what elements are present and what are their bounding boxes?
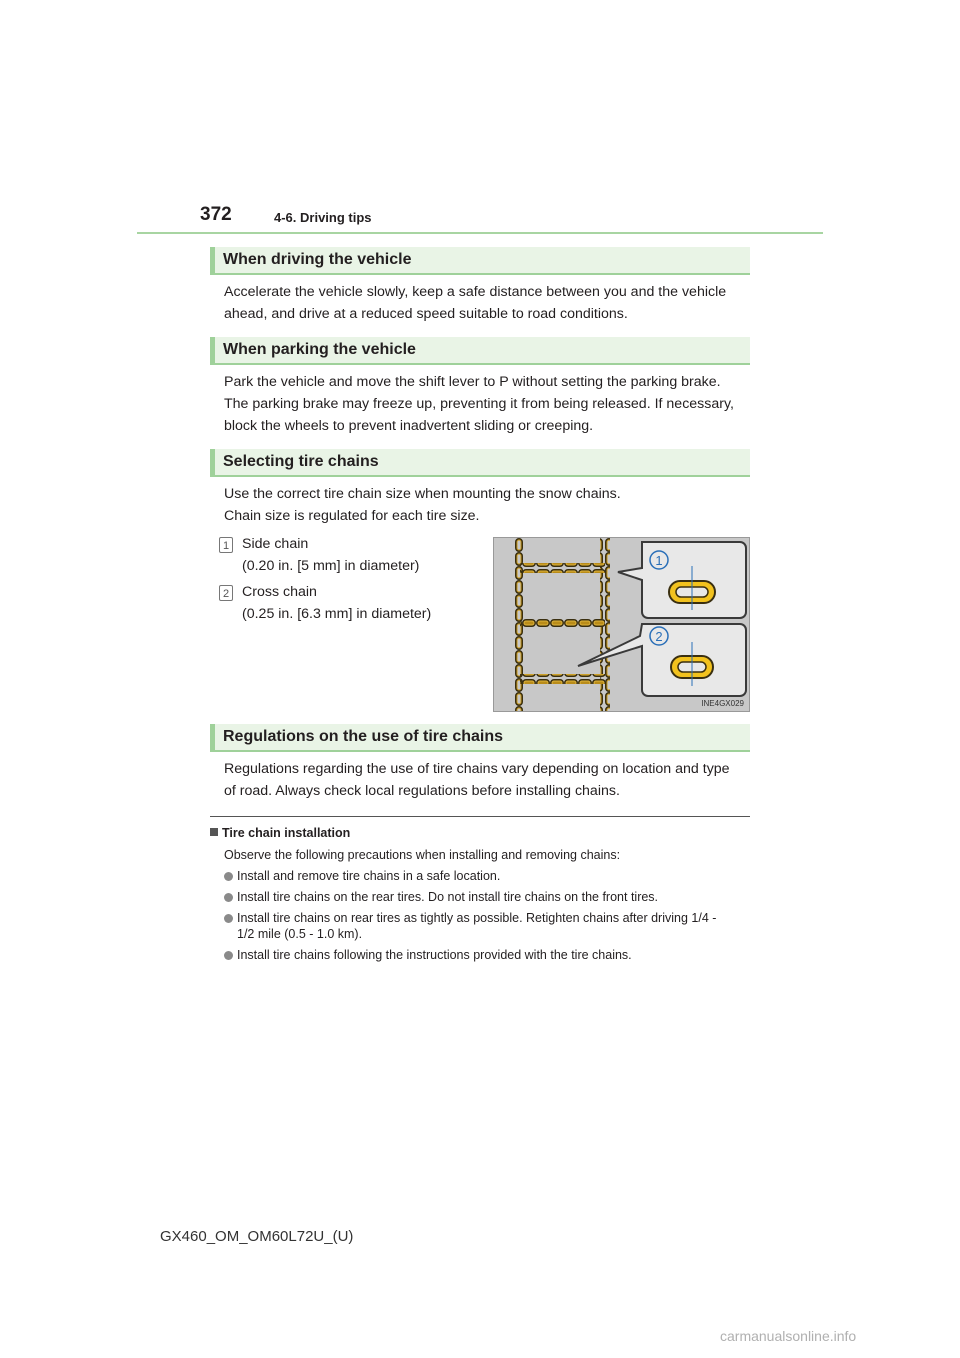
watermark-text: carmanualsonline.info — [720, 1328, 857, 1344]
text-line: Use the correct tire chain size when mounting the snow chains. — [224, 486, 621, 502]
bullet-text-continued: 1/2 mile (0.5 - 1.0 km). — [237, 927, 363, 941]
chapter-title: 4-6. Driving tips — [274, 210, 372, 225]
regulations-text — [224, 758, 754, 802]
note-divider — [210, 816, 750, 817]
list-item — [224, 947, 750, 963]
bullet-text: Install tire chains on rear tires as tightly as possible. Retighten chains after driving 1/4 - — [237, 911, 717, 925]
chain-size: (0.25 in. [6.3 mm] in diameter) — [242, 606, 432, 622]
callout-number: 2 — [655, 629, 663, 644]
header-rule — [137, 232, 823, 234]
text-line: Park the vehicle and move the shift lever to P without setting the parking brake. — [224, 374, 721, 390]
text-line: Accelerate the vehicle slowly, keep a safe distance between you and the vehicle — [224, 284, 727, 300]
section-heading-selecting — [210, 449, 750, 477]
item-number-badge: 1 — [219, 537, 233, 553]
tire-chain-illustration — [493, 537, 750, 712]
bullet-text: Install tire chains following the instructions provided with the tire chains. — [237, 948, 632, 962]
bullet-dot-icon — [224, 951, 233, 960]
section-title: When driving the vehicle — [223, 251, 412, 268]
figure-code: INE4GX029 — [701, 699, 744, 708]
note-intro: Observe the following precautions when installing and removing chains: — [224, 848, 621, 862]
section-title: Selecting tire chains — [223, 453, 379, 470]
bullet-dot-icon — [224, 893, 233, 902]
list-item — [224, 868, 750, 884]
list-item — [224, 889, 750, 905]
page-number: 372 — [200, 204, 232, 225]
text-line: block the wheels to prevent inadvertent sliding or creeping. — [224, 418, 594, 434]
tire-chain-drawing — [494, 538, 749, 711]
note-heading — [210, 826, 350, 840]
section-heading-driving — [210, 247, 750, 275]
chain-item-side — [242, 533, 419, 577]
chain-name: Cross chain — [242, 584, 317, 600]
callout-number: 1 — [655, 553, 663, 568]
note-title: Tire chain installation — [222, 826, 351, 840]
text-line: Chain size is regulated for each tire size. — [224, 508, 480, 524]
section-heading-regulations — [210, 724, 750, 752]
text-line: Regulations regarding the use of tire chains vary depending on location and type — [224, 761, 730, 777]
bullet-text: Install tire chains on the rear tires. Do not install tire chains on the front tires. — [237, 890, 659, 904]
section-title: When parking the vehicle — [223, 341, 416, 358]
bullet-dot-icon — [224, 914, 233, 923]
section-heading-parking — [210, 337, 750, 365]
chain-item-cross — [242, 581, 431, 625]
bullet-dot-icon — [224, 872, 233, 881]
text-line: The parking brake may freeze up, preventing it from being released. If necessary, — [224, 396, 734, 412]
selecting-text — [224, 483, 754, 527]
parking-text — [224, 371, 754, 437]
item-number-badge: 2 — [219, 585, 233, 601]
text-line: of road. Always check local regulations before installing chains. — [224, 783, 620, 799]
square-bullet-icon — [210, 828, 218, 836]
text-line: ahead, and drive at a reduced speed suitable to road conditions. — [224, 306, 628, 322]
chain-name: Side chain — [242, 536, 309, 552]
document-code: GX460_OM_OM60L72U_(U) — [160, 1228, 354, 1245]
list-item — [224, 910, 750, 942]
bullet-text: Install and remove tire chains in a safe location. — [237, 869, 501, 883]
section-title: Regulations on the use of tire chains — [223, 728, 504, 745]
driving-text — [224, 281, 754, 325]
chain-size: (0.20 in. [5 mm] in diameter) — [242, 558, 420, 574]
